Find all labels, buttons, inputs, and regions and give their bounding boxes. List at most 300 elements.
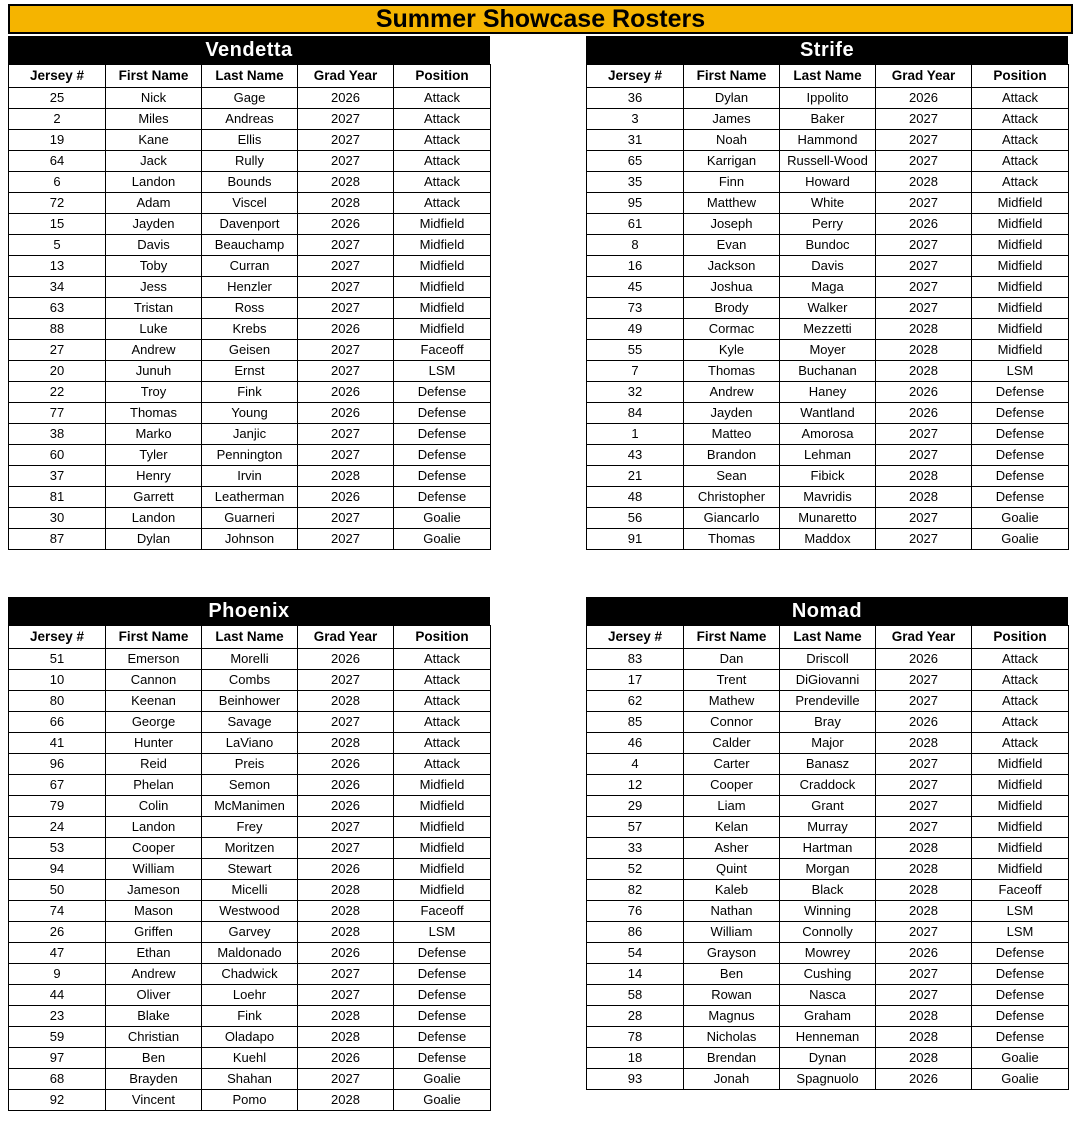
position-cell: Attack <box>394 130 491 151</box>
jersey-cell: 66 <box>9 712 106 733</box>
position-cell: Attack <box>972 712 1069 733</box>
table-row <box>587 445 1069 466</box>
grad-year-cell: 2027 <box>876 775 972 796</box>
roster-strife <box>586 36 1068 550</box>
last-name-cell: Gage <box>202 88 298 109</box>
grad-year-cell: 2027 <box>876 754 972 775</box>
jersey-cell: 72 <box>9 193 106 214</box>
first-name-cell: Asher <box>684 838 780 859</box>
position-cell: Attack <box>394 88 491 109</box>
jersey-cell: 93 <box>587 1069 684 1090</box>
table-row <box>587 151 1069 172</box>
grad-year-cell: 2028 <box>876 340 972 361</box>
last-name-cell: Russell-Wood <box>780 151 876 172</box>
position-cell: Attack <box>394 649 491 670</box>
table-row <box>9 487 491 508</box>
last-name-cell: Buchanan <box>780 361 876 382</box>
first-name-cell: Kaleb <box>684 880 780 901</box>
grad-year-cell: 2026 <box>876 382 972 403</box>
first-name-cell: Trent <box>684 670 780 691</box>
first-name-cell: Cannon <box>106 670 202 691</box>
position-cell: Midfield <box>972 754 1069 775</box>
first-name-cell: Jess <box>106 277 202 298</box>
last-name-cell: Ellis <box>202 130 298 151</box>
first-name-cell: Carter <box>684 754 780 775</box>
position-cell: Defense <box>394 382 491 403</box>
last-name-cell: Moritzen <box>202 838 298 859</box>
position-cell: Midfield <box>972 775 1069 796</box>
first-name-cell: Andrew <box>106 964 202 985</box>
grad-year-cell: 2028 <box>298 1090 394 1111</box>
last-name-cell: Hartman <box>780 838 876 859</box>
first-name-cell: Rowan <box>684 985 780 1006</box>
table-row <box>587 985 1069 1006</box>
last-name-cell: Murray <box>780 817 876 838</box>
last-name-cell: Mezzetti <box>780 319 876 340</box>
jersey-cell: 35 <box>587 172 684 193</box>
jersey-cell: 53 <box>9 838 106 859</box>
position-cell: Midfield <box>972 193 1069 214</box>
position-cell: Midfield <box>972 859 1069 880</box>
jersey-cell: 68 <box>9 1069 106 1090</box>
last-name-cell: Driscoll <box>780 649 876 670</box>
jersey-cell: 14 <box>587 964 684 985</box>
grad-year-cell: 2028 <box>298 691 394 712</box>
position-cell: Defense <box>394 403 491 424</box>
grad-year-cell: 2026 <box>876 649 972 670</box>
last-name-cell: Winning <box>780 901 876 922</box>
grad-year-cell: 2028 <box>298 922 394 943</box>
grad-year-cell: 2028 <box>298 733 394 754</box>
grad-year-cell: 2026 <box>298 319 394 340</box>
first-name-cell: Liam <box>684 796 780 817</box>
table-row <box>9 382 491 403</box>
table-row <box>587 130 1069 151</box>
column-header: Position <box>394 65 491 88</box>
first-name-cell: Cooper <box>684 775 780 796</box>
grad-year-cell: 2026 <box>298 1048 394 1069</box>
grad-year-cell: 2026 <box>298 796 394 817</box>
last-name-cell: Pomo <box>202 1090 298 1111</box>
jersey-cell: 76 <box>587 901 684 922</box>
grad-year-cell: 2026 <box>876 1069 972 1090</box>
first-name-cell: Noah <box>684 130 780 151</box>
last-name-cell: Garvey <box>202 922 298 943</box>
first-name-cell: Hunter <box>106 733 202 754</box>
grad-year-cell: 2027 <box>298 964 394 985</box>
position-cell: LSM <box>394 922 491 943</box>
jersey-cell: 85 <box>587 712 684 733</box>
jersey-cell: 7 <box>587 361 684 382</box>
position-cell: Attack <box>394 691 491 712</box>
first-name-cell: Andrew <box>684 382 780 403</box>
position-cell: Goalie <box>394 1090 491 1111</box>
grad-year-cell: 2026 <box>298 214 394 235</box>
jersey-cell: 10 <box>9 670 106 691</box>
jersey-cell: 16 <box>587 256 684 277</box>
table-row <box>9 733 491 754</box>
jersey-cell: 12 <box>587 775 684 796</box>
table-row <box>9 796 491 817</box>
position-cell: Midfield <box>394 838 491 859</box>
jersey-cell: 92 <box>9 1090 106 1111</box>
last-name-cell: Amorosa <box>780 424 876 445</box>
jersey-cell: 34 <box>9 277 106 298</box>
table-row <box>587 277 1069 298</box>
table-row <box>587 1027 1069 1048</box>
jersey-cell: 95 <box>587 193 684 214</box>
jersey-cell: 37 <box>9 466 106 487</box>
grad-year-cell: 2028 <box>876 466 972 487</box>
last-name-cell: Perry <box>780 214 876 235</box>
table-row <box>9 109 491 130</box>
table-row <box>9 817 491 838</box>
first-name-cell: William <box>106 859 202 880</box>
column-header: Last Name <box>202 626 298 649</box>
first-name-cell: Ben <box>106 1048 202 1069</box>
position-cell: Midfield <box>972 277 1069 298</box>
first-name-cell: Tyler <box>106 445 202 466</box>
team-name: Phoenix <box>8 597 490 625</box>
last-name-cell: Semon <box>202 775 298 796</box>
position-cell: Midfield <box>394 256 491 277</box>
jersey-cell: 84 <box>587 403 684 424</box>
position-cell: Midfield <box>972 796 1069 817</box>
table-row <box>587 88 1069 109</box>
grad-year-cell: 2027 <box>298 340 394 361</box>
table-row <box>587 361 1069 382</box>
jersey-cell: 60 <box>9 445 106 466</box>
grad-year-cell: 2027 <box>298 424 394 445</box>
grad-year-cell: 2026 <box>298 487 394 508</box>
table-row <box>9 859 491 880</box>
jersey-cell: 48 <box>587 487 684 508</box>
grad-year-cell: 2026 <box>298 88 394 109</box>
first-name-cell: Kane <box>106 130 202 151</box>
first-name-cell: Tristan <box>106 298 202 319</box>
table-row <box>9 529 491 550</box>
position-cell: Defense <box>394 466 491 487</box>
first-name-cell: Jayden <box>684 403 780 424</box>
grad-year-cell: 2027 <box>298 445 394 466</box>
last-name-cell: Johnson <box>202 529 298 550</box>
last-name-cell: Mavridis <box>780 487 876 508</box>
first-name-cell: Grayson <box>684 943 780 964</box>
first-name-cell: Nicholas <box>684 1027 780 1048</box>
roster-vendetta <box>8 36 490 550</box>
jersey-cell: 22 <box>9 382 106 403</box>
position-cell: Midfield <box>394 298 491 319</box>
last-name-cell: Henneman <box>780 1027 876 1048</box>
position-cell: Goalie <box>394 508 491 529</box>
column-header: Grad Year <box>876 65 972 88</box>
position-cell: Goalie <box>972 529 1069 550</box>
table-row <box>9 1069 491 1090</box>
first-name-cell: Dylan <box>684 88 780 109</box>
position-cell: Defense <box>394 943 491 964</box>
last-name-cell: Stewart <box>202 859 298 880</box>
position-cell: Attack <box>394 733 491 754</box>
grad-year-cell: 2026 <box>876 88 972 109</box>
position-cell: Attack <box>972 733 1069 754</box>
first-name-cell: Brendan <box>684 1048 780 1069</box>
grad-year-cell: 2026 <box>298 382 394 403</box>
first-name-cell: Ethan <box>106 943 202 964</box>
grad-year-cell: 2027 <box>876 130 972 151</box>
jersey-cell: 29 <box>587 796 684 817</box>
table-row <box>587 172 1069 193</box>
position-cell: LSM <box>394 361 491 382</box>
jersey-cell: 59 <box>9 1027 106 1048</box>
first-name-cell: Phelan <box>106 775 202 796</box>
table-row <box>9 361 491 382</box>
grad-year-cell: 2026 <box>298 775 394 796</box>
jersey-cell: 62 <box>587 691 684 712</box>
position-cell: Attack <box>972 691 1069 712</box>
grad-year-cell: 2026 <box>298 403 394 424</box>
jersey-cell: 18 <box>587 1048 684 1069</box>
grad-year-cell: 2027 <box>876 256 972 277</box>
first-name-cell: Mason <box>106 901 202 922</box>
table-row <box>9 1090 491 1111</box>
table-row <box>9 691 491 712</box>
last-name-cell: Janjic <box>202 424 298 445</box>
first-name-cell: Griffen <box>106 922 202 943</box>
first-name-cell: Kelan <box>684 817 780 838</box>
position-cell: Defense <box>972 403 1069 424</box>
last-name-cell: Irvin <box>202 466 298 487</box>
last-name-cell: Major <box>780 733 876 754</box>
jersey-cell: 32 <box>587 382 684 403</box>
column-header: Grad Year <box>298 626 394 649</box>
table-row <box>587 838 1069 859</box>
table-row <box>587 193 1069 214</box>
table-row <box>9 214 491 235</box>
last-name-cell: Fibick <box>780 466 876 487</box>
table-row <box>587 859 1069 880</box>
jersey-cell: 2 <box>9 109 106 130</box>
jersey-cell: 51 <box>9 649 106 670</box>
table-row <box>9 964 491 985</box>
first-name-cell: Thomas <box>106 403 202 424</box>
grad-year-cell: 2028 <box>876 1048 972 1069</box>
first-name-cell: Blake <box>106 1006 202 1027</box>
table-row <box>9 649 491 670</box>
first-name-cell: Christopher <box>684 487 780 508</box>
position-cell: Midfield <box>394 235 491 256</box>
table-row <box>9 775 491 796</box>
first-name-cell: Karrigan <box>684 151 780 172</box>
table-row <box>587 901 1069 922</box>
position-cell: Defense <box>972 964 1069 985</box>
position-cell: Attack <box>972 670 1069 691</box>
position-cell: Attack <box>972 109 1069 130</box>
table-row <box>9 1027 491 1048</box>
position-cell: Goalie <box>972 1048 1069 1069</box>
last-name-cell: Cushing <box>780 964 876 985</box>
column-header: First Name <box>684 626 780 649</box>
last-name-cell: Hammond <box>780 130 876 151</box>
position-cell: Faceoff <box>972 880 1069 901</box>
team-name: Vendetta <box>8 36 490 64</box>
grad-year-cell: 2028 <box>298 172 394 193</box>
first-name-cell: Brayden <box>106 1069 202 1090</box>
position-cell: Defense <box>972 487 1069 508</box>
position-cell: Midfield <box>394 775 491 796</box>
last-name-cell: Lehman <box>780 445 876 466</box>
grad-year-cell: 2027 <box>298 298 394 319</box>
roster-table <box>586 625 1069 1090</box>
first-name-cell: George <box>106 712 202 733</box>
table-row <box>587 649 1069 670</box>
table-row <box>587 943 1069 964</box>
grad-year-cell: 2027 <box>876 109 972 130</box>
jersey-cell: 45 <box>587 277 684 298</box>
last-name-cell: Fink <box>202 382 298 403</box>
grad-year-cell: 2026 <box>298 943 394 964</box>
position-cell: Attack <box>394 172 491 193</box>
grad-year-cell: 2027 <box>298 109 394 130</box>
table-row <box>9 1006 491 1027</box>
first-name-cell: Quint <box>684 859 780 880</box>
grad-year-cell: 2026 <box>298 859 394 880</box>
last-name-cell: Beinhower <box>202 691 298 712</box>
jersey-cell: 83 <box>587 649 684 670</box>
table-row <box>587 403 1069 424</box>
last-name-cell: DiGiovanni <box>780 670 876 691</box>
grad-year-cell: 2027 <box>876 445 972 466</box>
first-name-cell: Henry <box>106 466 202 487</box>
last-name-cell: Guarneri <box>202 508 298 529</box>
jersey-cell: 97 <box>9 1048 106 1069</box>
last-name-cell: Combs <box>202 670 298 691</box>
last-name-cell: Beauchamp <box>202 235 298 256</box>
position-cell: Attack <box>972 151 1069 172</box>
table-row <box>587 466 1069 487</box>
last-name-cell: Morgan <box>780 859 876 880</box>
last-name-cell: Munaretto <box>780 508 876 529</box>
position-cell: LSM <box>972 361 1069 382</box>
last-name-cell: Savage <box>202 712 298 733</box>
position-cell: Defense <box>394 964 491 985</box>
first-name-cell: Oliver <box>106 985 202 1006</box>
last-name-cell: Haney <box>780 382 876 403</box>
table-row <box>587 691 1069 712</box>
first-name-cell: Jack <box>106 151 202 172</box>
last-name-cell: Prendeville <box>780 691 876 712</box>
jersey-cell: 96 <box>9 754 106 775</box>
first-name-cell: Matthew <box>684 193 780 214</box>
position-cell: Defense <box>972 466 1069 487</box>
position-cell: Midfield <box>394 817 491 838</box>
column-header: Position <box>394 626 491 649</box>
jersey-cell: 36 <box>587 88 684 109</box>
grad-year-cell: 2028 <box>876 319 972 340</box>
first-name-cell: Cormac <box>684 319 780 340</box>
jersey-cell: 94 <box>9 859 106 880</box>
table-row <box>587 754 1069 775</box>
grad-year-cell: 2027 <box>876 817 972 838</box>
position-cell: Attack <box>972 649 1069 670</box>
jersey-cell: 46 <box>587 733 684 754</box>
grad-year-cell: 2028 <box>876 1006 972 1027</box>
last-name-cell: Morelli <box>202 649 298 670</box>
jersey-cell: 86 <box>587 922 684 943</box>
jersey-cell: 23 <box>9 1006 106 1027</box>
jersey-cell: 6 <box>9 172 106 193</box>
last-name-cell: Bounds <box>202 172 298 193</box>
jersey-cell: 78 <box>587 1027 684 1048</box>
position-cell: Midfield <box>394 796 491 817</box>
position-cell: Midfield <box>972 838 1069 859</box>
grad-year-cell: 2027 <box>876 670 972 691</box>
first-name-cell: Junuh <box>106 361 202 382</box>
last-name-cell: Craddock <box>780 775 876 796</box>
last-name-cell: Frey <box>202 817 298 838</box>
jersey-cell: 87 <box>9 529 106 550</box>
column-header: Last Name <box>202 65 298 88</box>
last-name-cell: Rully <box>202 151 298 172</box>
column-header: Last Name <box>780 65 876 88</box>
grad-year-cell: 2027 <box>298 277 394 298</box>
grad-year-cell: 2028 <box>876 859 972 880</box>
column-header: Grad Year <box>876 626 972 649</box>
jersey-cell: 13 <box>9 256 106 277</box>
last-name-cell: Bray <box>780 712 876 733</box>
grad-year-cell: 2028 <box>298 1006 394 1027</box>
table-row <box>9 256 491 277</box>
first-name-cell: Finn <box>684 172 780 193</box>
table-row <box>587 1048 1069 1069</box>
table-row <box>9 508 491 529</box>
position-cell: Defense <box>972 382 1069 403</box>
jersey-cell: 73 <box>587 298 684 319</box>
first-name-cell: Davis <box>106 235 202 256</box>
last-name-cell: White <box>780 193 876 214</box>
table-row <box>587 670 1069 691</box>
jersey-cell: 56 <box>587 508 684 529</box>
grad-year-cell: 2027 <box>298 817 394 838</box>
first-name-cell: Joshua <box>684 277 780 298</box>
last-name-cell: Fink <box>202 1006 298 1027</box>
table-row <box>587 733 1069 754</box>
grad-year-cell: 2027 <box>876 193 972 214</box>
last-name-cell: Curran <box>202 256 298 277</box>
grad-year-cell: 2026 <box>876 943 972 964</box>
last-name-cell: Preis <box>202 754 298 775</box>
grad-year-cell: 2027 <box>298 508 394 529</box>
last-name-cell: Maldonado <box>202 943 298 964</box>
grad-year-cell: 2027 <box>298 529 394 550</box>
table-row <box>587 235 1069 256</box>
table-row <box>9 943 491 964</box>
position-cell: Goalie <box>972 508 1069 529</box>
jersey-cell: 65 <box>587 151 684 172</box>
table-row <box>587 256 1069 277</box>
position-cell: Goalie <box>972 1069 1069 1090</box>
grad-year-cell: 2027 <box>876 691 972 712</box>
grad-year-cell: 2028 <box>298 880 394 901</box>
table-row <box>587 424 1069 445</box>
first-name-cell: Brandon <box>684 445 780 466</box>
position-cell: Defense <box>394 1006 491 1027</box>
last-name-cell: Baker <box>780 109 876 130</box>
last-name-cell: Ross <box>202 298 298 319</box>
position-cell: Midfield <box>972 256 1069 277</box>
grad-year-cell: 2027 <box>876 424 972 445</box>
first-name-cell: Kyle <box>684 340 780 361</box>
first-name-cell: Marko <box>106 424 202 445</box>
